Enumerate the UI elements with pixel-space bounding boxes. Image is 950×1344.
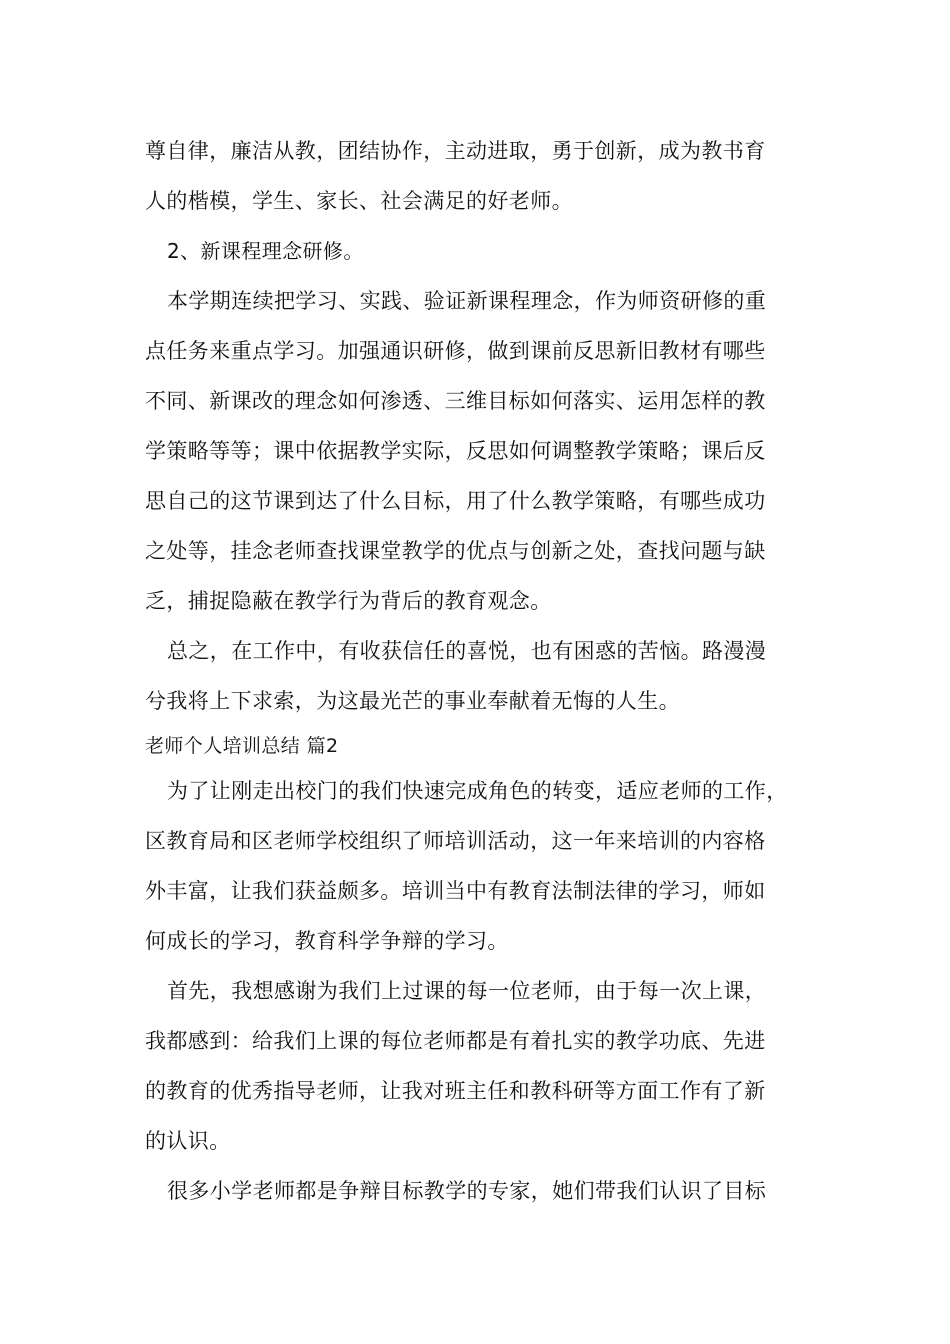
article-heading: 老师个人培训总结 篇2 <box>145 735 339 757</box>
paragraph-line: 为了让刚走出校门的我们快速完成角色的转变，适应老师的工作， <box>167 779 788 803</box>
document-body <box>145 126 815 1216</box>
paragraph-line: 不同、新课改的理念如何渗透、三维目标如何落实、运用怎样的教 <box>145 389 766 413</box>
paragraph-line: 乏，捕捉隐蔽在教学行为背后的教育观念。 <box>145 589 552 613</box>
paragraph-line: 兮我将上下求索，为这最光芒的事业奉献着无悔的人生。 <box>145 689 680 713</box>
paragraph-line: 很多小学老师都是争辩目标教学的专家，她们带我们认识了目标 <box>167 1179 767 1203</box>
paragraph-line: 首先，我想感谢为我们上过课的每一位老师，由于每一次上课， <box>167 979 767 1003</box>
paragraph-line: 学策略等等；课中依据教学实际，反思如何调整教学策略；课后反 <box>145 439 766 463</box>
paragraph-line: 总之，在工作中，有收获信任的喜悦，也有困惑的苦恼。路漫漫 <box>167 639 767 663</box>
paragraph-line: 我都感到：给我们上课的每位老师都是有着扎实的教学功底、先进 <box>145 1029 766 1053</box>
paragraph-line: 的教育的优秀指导老师，让我对班主任和教科研等方面工作有了新 <box>145 1079 766 1103</box>
paragraph-line: 之处等，挂念老师查找课堂教学的优点与创新之处，查找问题与缺 <box>145 539 766 563</box>
paragraph-line: 外丰富，让我们获益颇多。培训当中有教育法制法律的学习，师如 <box>145 879 766 903</box>
section-heading-numbered: 2、新课程理念研修。 <box>167 239 364 263</box>
paragraph-line: 人的楷模，学生、家长、社会满足的好老师。 <box>145 189 573 213</box>
paragraph-line: 区教育局和区老师学校组织了师培训活动，这一年来培训的内容格 <box>145 829 766 853</box>
paragraph-line: 思自己的这节课到达了什么目标，用了什么教学策略，有哪些成功 <box>145 489 766 513</box>
paragraph-line: 何成长的学习，教育科学争辩的学习。 <box>145 929 509 953</box>
paragraph-line: 本学期连续把学习、实践、验证新课程理念，作为师资研修的重 <box>167 289 767 313</box>
paragraph-line: 点任务来重点学习。加强通识研修，做到课前反思新旧教材有哪些 <box>145 339 766 363</box>
paragraph-line: 的认识。 <box>145 1129 231 1153</box>
paragraph-line: 尊自律，廉洁从教，团结协作，主动进取，勇于创新，成为教书育 <box>145 139 766 163</box>
